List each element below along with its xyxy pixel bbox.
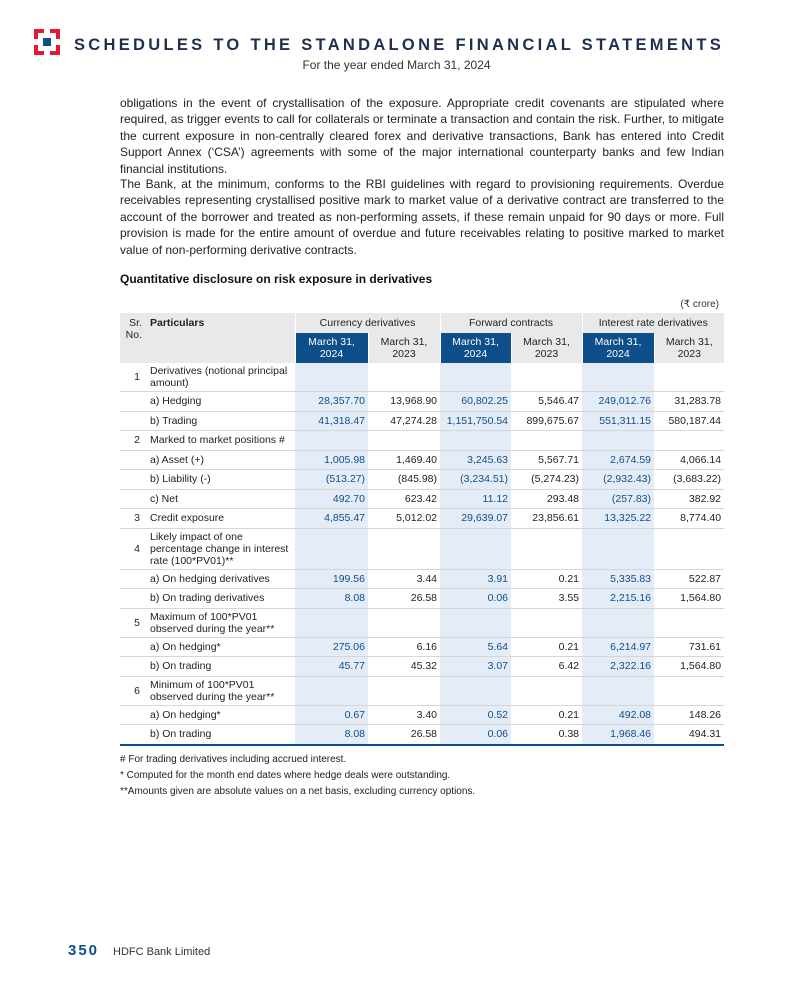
- value-cell-previous-year: 45.32: [368, 657, 440, 677]
- value-cell-current-year: 29,639.07: [440, 509, 511, 529]
- value-cell-previous-year: [511, 431, 582, 451]
- value-cell-current-year: 0.06: [440, 589, 511, 609]
- table-row: [120, 725, 724, 745]
- value-cell-current-year: [295, 363, 368, 392]
- footnote: * Computed for the month end dates where hedge deals were outstanding.: [120, 770, 451, 781]
- row-particulars: a) On hedging derivatives: [146, 569, 295, 589]
- period-header-py: March 31, 2023: [511, 333, 582, 363]
- period-header-py: March 31, 2023: [368, 333, 440, 363]
- value-cell-current-year: [440, 608, 511, 637]
- derivatives-table: [120, 313, 724, 746]
- row-sr-no: [120, 569, 146, 589]
- value-cell-previous-year: [511, 676, 582, 705]
- row-particulars: a) Hedging: [146, 392, 295, 412]
- table-row: [120, 569, 724, 589]
- value-cell-previous-year: 4,066.14: [654, 450, 724, 470]
- value-cell-current-year: [582, 608, 654, 637]
- value-cell-current-year: 8.08: [295, 725, 368, 745]
- row-particulars: b) On trading: [146, 657, 295, 677]
- value-cell-current-year: 3,245.63: [440, 450, 511, 470]
- value-cell-current-year: 3.91: [440, 569, 511, 589]
- value-cell-previous-year: 6.16: [368, 637, 440, 657]
- value-cell-previous-year: [511, 608, 582, 637]
- value-cell-current-year: 13,325.22: [582, 509, 654, 529]
- paragraph: The Bank, at the minimum, conforms to the RBI guidelines with regard to provisioning requirements. Overdue receivables representing crystallised positive mark to market value of a derivative contract are transferred to the account of the borrower and treated as non-performing assets, if these remain unpaid for 90 days or more. Full provision is made for the entire amount of overdue and future receivables relating to positive marked to market value of non-performing derivative contracts.: [120, 177, 724, 257]
- value-cell-previous-year: 31,283.78: [654, 392, 724, 412]
- value-cell-current-year: 4,855.47: [295, 509, 368, 529]
- row-sr-no: [120, 589, 146, 609]
- value-cell-current-year: 41,318.47: [295, 411, 368, 431]
- table-row: [120, 676, 724, 705]
- row-sr-no: 3: [120, 509, 146, 529]
- row-particulars: Minimum of 100*PV01 observed during the year**: [146, 676, 295, 705]
- period-header-cy: March 31, 2024: [440, 333, 511, 363]
- value-cell-current-year: 551,311.15: [582, 411, 654, 431]
- row-sr-no: 1: [120, 363, 146, 392]
- value-cell-previous-year: 494.31: [654, 725, 724, 745]
- value-cell-current-year: 492.70: [295, 489, 368, 509]
- value-cell-previous-year: [654, 676, 724, 705]
- value-cell-previous-year: [368, 363, 440, 392]
- value-cell-previous-year: 5,012.02: [368, 509, 440, 529]
- row-particulars: b) On trading: [146, 725, 295, 745]
- value-cell-previous-year: 899,675.67: [511, 411, 582, 431]
- value-cell-current-year: [440, 431, 511, 451]
- value-cell-current-year: 60,802.25: [440, 392, 511, 412]
- value-cell-previous-year: 47,274.28: [368, 411, 440, 431]
- page-title: SCHEDULES TO THE STANDALONE FINANCIAL STATEMENTS: [74, 36, 725, 54]
- table-body: [120, 363, 724, 745]
- value-cell-previous-year: 0.21: [511, 569, 582, 589]
- value-cell-previous-year: 3.40: [368, 705, 440, 725]
- row-sr-no: 6: [120, 676, 146, 705]
- table-row: [120, 657, 724, 677]
- row-sr-no: [120, 657, 146, 677]
- value-cell-current-year: 0.67: [295, 705, 368, 725]
- value-cell-current-year: [295, 608, 368, 637]
- value-cell-previous-year: 6.42: [511, 657, 582, 677]
- value-cell-current-year: [582, 676, 654, 705]
- row-sr-no: 2: [120, 431, 146, 451]
- row-particulars: Derivatives (notional principal amount): [146, 363, 295, 392]
- value-cell-previous-year: 580,187.44: [654, 411, 724, 431]
- row-sr-no: [120, 489, 146, 509]
- value-cell-previous-year: 26.58: [368, 725, 440, 745]
- row-sr-no: [120, 470, 146, 490]
- table-row: [120, 431, 724, 451]
- footnote: # For trading derivatives including accrued interest.: [120, 754, 347, 765]
- row-sr-no: [120, 392, 146, 412]
- value-cell-current-year: 0.52: [440, 705, 511, 725]
- table-row: [120, 470, 724, 490]
- row-sr-no: [120, 637, 146, 657]
- value-cell-current-year: 45.77: [295, 657, 368, 677]
- value-cell-current-year: 492.08: [582, 705, 654, 725]
- value-cell-current-year: [295, 431, 368, 451]
- value-cell-previous-year: [654, 528, 724, 569]
- row-particulars: Credit exposure: [146, 509, 295, 529]
- value-cell-previous-year: [368, 528, 440, 569]
- period-header-py: March 31, 2023: [654, 333, 724, 363]
- table-row: [120, 363, 724, 392]
- row-particulars: a) On hedging*: [146, 637, 295, 657]
- value-cell-previous-year: 0.21: [511, 705, 582, 725]
- table-row: [120, 411, 724, 431]
- paragraph: obligations in the event of crystallisation of the exposure. Appropriate credit covenants are stipulated where required, as trigger events to call for collaterals or terminate a transaction and contain the risk. Further, to mitigate the current exposure in non-centrally cleared forex and derivative transactions, Bank has entered into Credit Support Annex (‘CSA’) agreements with some of the major international counterparty banks and few Indian financial institutions.: [120, 96, 724, 176]
- value-cell-previous-year: 3.55: [511, 589, 582, 609]
- value-cell-previous-year: 5,546.47: [511, 392, 582, 412]
- group-header-currency: Currency derivatives: [295, 313, 440, 333]
- value-cell-current-year: (513.27): [295, 470, 368, 490]
- row-particulars: Marked to market positions #: [146, 431, 295, 451]
- value-cell-previous-year: 1,564.80: [654, 657, 724, 677]
- value-cell-current-year: [440, 528, 511, 569]
- row-particulars: Likely impact of one percentage change in interest rate (100*PV01)**: [146, 528, 295, 569]
- value-cell-current-year: 28,357.70: [295, 392, 368, 412]
- table-row: [120, 509, 724, 529]
- value-cell-current-year: [295, 676, 368, 705]
- section-title: Quantitative disclosure on risk exposure in derivatives: [120, 272, 433, 286]
- value-cell-previous-year: [368, 608, 440, 637]
- row-sr-no: [120, 450, 146, 470]
- period-header-cy: March 31, 2024: [295, 333, 368, 363]
- value-cell-current-year: 8.08: [295, 589, 368, 609]
- value-cell-previous-year: [511, 528, 582, 569]
- value-cell-current-year: (3,234.51): [440, 470, 511, 490]
- value-cell-current-year: 1,005.98: [295, 450, 368, 470]
- row-particulars: b) On trading derivatives: [146, 589, 295, 609]
- value-cell-previous-year: 3.44: [368, 569, 440, 589]
- unit-label: (₹ crore): [680, 299, 719, 310]
- footnote: **Amounts given are absolute values on a net basis, excluding currency options.: [120, 786, 476, 797]
- row-sr-no: [120, 725, 146, 745]
- table-row: [120, 392, 724, 412]
- row-sr-no: 5: [120, 608, 146, 637]
- row-particulars: a) On hedging*: [146, 705, 295, 725]
- page-subtitle: For the year ended March 31, 2024: [302, 58, 491, 72]
- value-cell-previous-year: 5,567.71: [511, 450, 582, 470]
- value-cell-current-year: [582, 363, 654, 392]
- value-cell-previous-year: (3,683.22): [654, 470, 724, 490]
- col-header-sr: Sr. No.: [120, 313, 146, 363]
- value-cell-previous-year: 731.61: [654, 637, 724, 657]
- row-particulars: Maximum of 100*PV01 observed during the year**: [146, 608, 295, 637]
- value-cell-previous-year: 522.87: [654, 569, 724, 589]
- value-cell-current-year: [582, 431, 654, 451]
- value-cell-current-year: 2,322.16: [582, 657, 654, 677]
- table-row: [120, 450, 724, 470]
- table-row: [120, 589, 724, 609]
- value-cell-current-year: 5.64: [440, 637, 511, 657]
- value-cell-current-year: 11.12: [440, 489, 511, 509]
- row-particulars: a) Asset (+): [146, 450, 295, 470]
- row-sr-no: [120, 705, 146, 725]
- value-cell-current-year: 249,012.76: [582, 392, 654, 412]
- period-header-cy: March 31, 2024: [582, 333, 654, 363]
- row-particulars: c) Net: [146, 489, 295, 509]
- table-row: [120, 608, 724, 637]
- value-cell-current-year: 275.06: [295, 637, 368, 657]
- value-cell-current-year: (2,932.43): [582, 470, 654, 490]
- table-row: [120, 705, 724, 725]
- value-cell-current-year: 1,151,750.54: [440, 411, 511, 431]
- value-cell-current-year: 2,674.59: [582, 450, 654, 470]
- value-cell-previous-year: [654, 363, 724, 392]
- value-cell-current-year: 2,215.16: [582, 589, 654, 609]
- value-cell-current-year: 1,968.46: [582, 725, 654, 745]
- value-cell-previous-year: [368, 676, 440, 705]
- value-cell-previous-year: 8,774.40: [654, 509, 724, 529]
- value-cell-previous-year: [511, 363, 582, 392]
- page-number: 350: [68, 942, 100, 959]
- value-cell-current-year: 5,335.83: [582, 569, 654, 589]
- row-particulars: b) Liability (-): [146, 470, 295, 490]
- value-cell-previous-year: (845.98): [368, 470, 440, 490]
- value-cell-previous-year: 1,564.80: [654, 589, 724, 609]
- value-cell-current-year: [440, 676, 511, 705]
- value-cell-current-year: [295, 528, 368, 569]
- table-row: [120, 489, 724, 509]
- footer-bank-name: HDFC Bank Limited: [113, 946, 211, 958]
- value-cell-previous-year: 13,968.90: [368, 392, 440, 412]
- value-cell-previous-year: [654, 608, 724, 637]
- value-cell-previous-year: [654, 431, 724, 451]
- value-cell-previous-year: 382.92: [654, 489, 724, 509]
- value-cell-previous-year: [368, 431, 440, 451]
- value-cell-current-year: [440, 363, 511, 392]
- value-cell-previous-year: 0.38: [511, 725, 582, 745]
- value-cell-previous-year: 0.21: [511, 637, 582, 657]
- group-header-forward: Forward contracts: [440, 313, 582, 333]
- value-cell-previous-year: 148.26: [654, 705, 724, 725]
- hdfc-logo-icon: [34, 29, 60, 55]
- row-sr-no: [120, 411, 146, 431]
- row-particulars: b) Trading: [146, 411, 295, 431]
- value-cell-previous-year: 1,469.40: [368, 450, 440, 470]
- col-header-particulars: Particulars: [146, 313, 295, 363]
- value-cell-current-year: 3.07: [440, 657, 511, 677]
- value-cell-current-year: 199.56: [295, 569, 368, 589]
- value-cell-previous-year: (5,274.23): [511, 470, 582, 490]
- table-row: [120, 637, 724, 657]
- table-row: [120, 528, 724, 569]
- value-cell-previous-year: 23,856.61: [511, 509, 582, 529]
- group-header-interest-rate: Interest rate derivatives: [582, 313, 724, 333]
- value-cell-current-year: (257.83): [582, 489, 654, 509]
- value-cell-previous-year: 26.58: [368, 589, 440, 609]
- value-cell-previous-year: 623.42: [368, 489, 440, 509]
- row-sr-no: 4: [120, 528, 146, 569]
- value-cell-current-year: 6,214.97: [582, 637, 654, 657]
- value-cell-previous-year: 293.48: [511, 489, 582, 509]
- value-cell-current-year: 0.06: [440, 725, 511, 745]
- value-cell-current-year: [582, 528, 654, 569]
